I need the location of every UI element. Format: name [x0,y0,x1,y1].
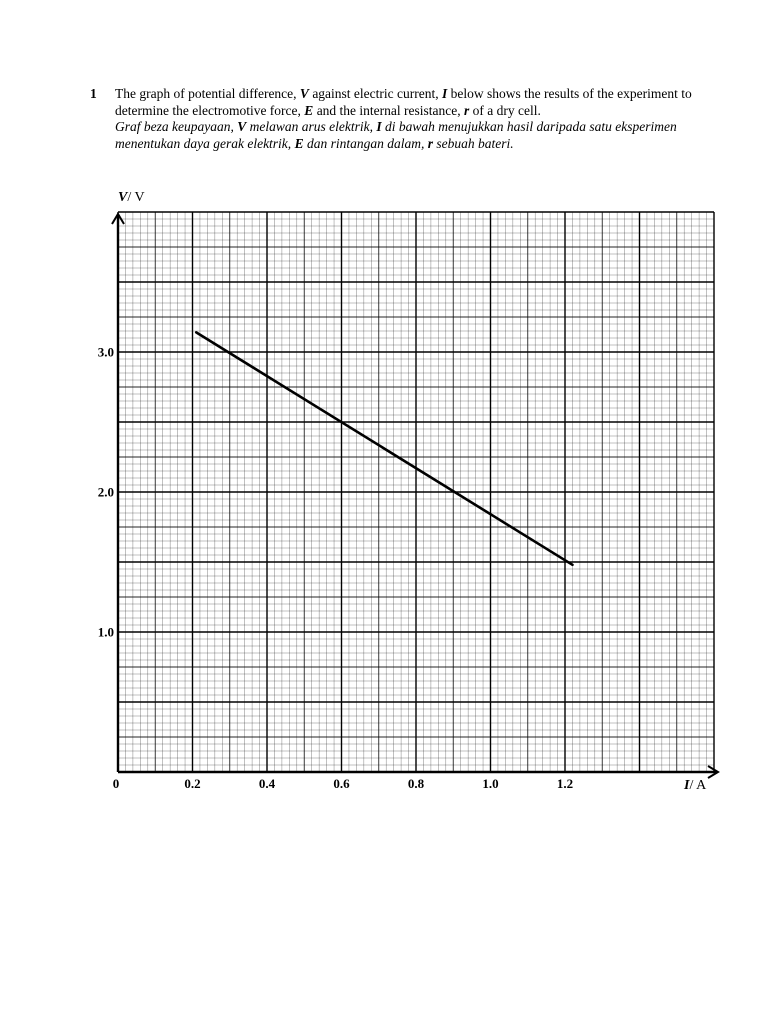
y-tick-label: 2.0 [97,484,114,500]
axes [112,214,718,778]
origin-label: 0 [112,776,120,791]
graph-paper-grid [118,212,714,772]
x-tick-label: 0.8 [407,776,425,791]
data-series [196,332,572,564]
tick-labels [98,345,573,792]
question-number: 1 [90,86,97,101]
y-tick-label: 3.0 [97,344,114,360]
x-tick-label: 0.2 [184,776,201,791]
series-line [196,332,572,564]
x-tick-label: 0.6 [333,776,350,791]
x-tick-label: 1.2 [556,776,574,791]
y-tick-label: 1.0 [97,624,114,640]
x-tick-label: 0.4 [258,776,276,791]
x-tick-label: 1.0 [482,776,499,791]
y-axis-label: V/ V [118,190,145,205]
question-text-malay: Graf beza keupayaan, V melawan arus elektrik, I di bawah menujukkan hasil daripada satu eksperimen menentukan daya gerak elektrik, E dan rintangan dalam, r sebuah bateri. [115,119,677,151]
question-text-english: The graph of potential difference, V against electric current, I below shows the results of the experiment to determine the electromotive force, E and the internal resistance, r of a dry cell. [115,86,692,118]
x-axis-label: I/ A [684,778,707,793]
